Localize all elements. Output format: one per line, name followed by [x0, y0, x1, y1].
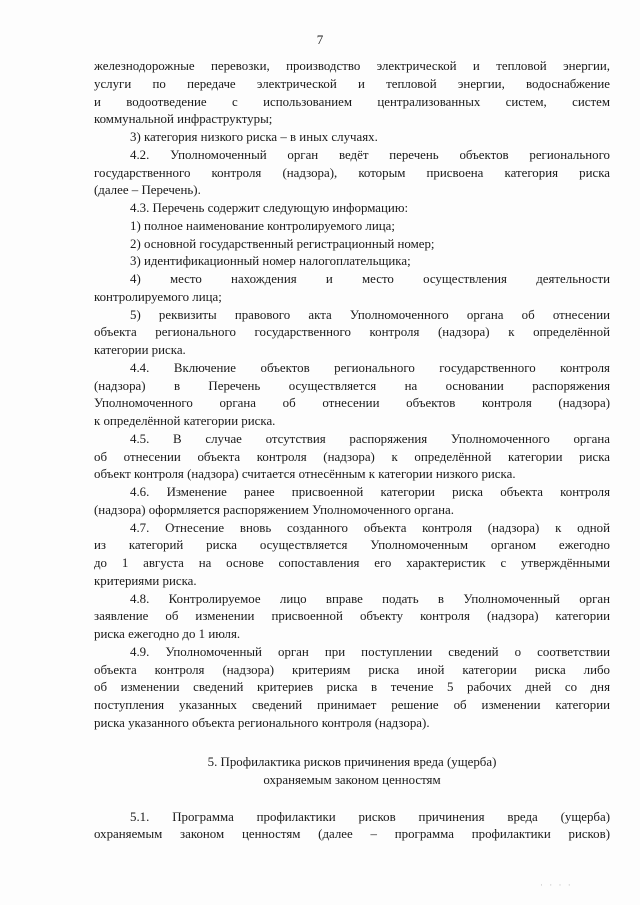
text-line: объекта регионального государственного контроля (надзора) к определённой: [94, 325, 610, 340]
paragraph-list: [94, 58, 610, 733]
text-line: 1) полное наименование контролируемого лица;: [130, 218, 395, 233]
text-line: объект контроля (надзора) считается отнесённым к категории низкого риска.: [94, 467, 516, 482]
text-line: 4.5. В случае отсутствия распоряжения Уполномоченного органа: [130, 431, 610, 446]
text-line: поступления указанных сведений принимает решение об изменении категории: [94, 698, 610, 712]
text-line: из категорий риска осуществляется Уполномоченным органом ежегодно: [94, 538, 610, 553]
text-line: и водоотведение с использованием централизованных систем, систем: [94, 94, 610, 109]
section-heading-line-1: 5. Профилактика рисков причинения вреда (ущерба): [207, 754, 497, 769]
text-line: Уполномоченного органа об отнесении объектов контроля (надзора): [94, 396, 610, 411]
text-line: 4.8. Контролируемое лицо вправе подать в Уполномоченный орган: [130, 591, 610, 606]
text-line: (далее – Перечень).: [94, 183, 201, 198]
text-line: коммунальной инфраструктуры;: [94, 112, 273, 127]
document-body: [94, 58, 610, 844]
text-line: 4.7. Отнесение вновь созданного объекта контроля (надзора) к одной: [130, 520, 610, 535]
text-line: 5.1. Программа профилактики рисков причинения вреда (ущерба): [130, 809, 610, 824]
text-line: риска ежегодно до 1 июля.: [94, 627, 241, 641]
text-line: об отнесении объекта контроля (надзора) к определённой категории риска: [94, 449, 610, 464]
text-line: 4.2. Уполномоченный орган ведёт перечень объектов регионального: [130, 147, 610, 162]
text-line: категории риска.: [94, 343, 186, 357]
text-line: об изменении сведений критериев риска в течение 5 рабочих дней со дня: [94, 680, 610, 695]
text-line: 4) место нахождения и место осуществления деятельности: [130, 272, 610, 286]
text-line: государственного контроля (надзора), которым присвоена категория риска: [94, 165, 610, 180]
text-line: 4.4. Включение объектов регионального государственного контроля: [130, 360, 610, 375]
text-line: до 1 августа на основе сопоставления его характеристик с утверждёнными: [94, 556, 610, 570]
text-line: (надзора) в Перечень осуществляется на основании распоряжения: [94, 378, 610, 393]
text-line: к определённой категории риска.: [94, 414, 276, 428]
text-line: 4.3. Перечень содержит следующую информацию:: [130, 201, 409, 215]
text-line: 4.6. Изменение ранее присвоенной категории риска объекта контроля: [130, 485, 610, 499]
text-line: контролируемого лица;: [94, 289, 222, 304]
text-line: критериями риска.: [94, 573, 197, 588]
text-line: 3) категория низкого риска – в иных случаях.: [130, 130, 378, 144]
tail-paragraph-list: [94, 809, 610, 845]
text-line: 4.9. Уполномоченный орган при поступлении сведений о соответствии: [130, 644, 610, 659]
text-line: 2) основной государственный регистрационный номер;: [130, 236, 435, 251]
text-line: 3) идентификационный номер налогоплательщика;: [130, 254, 411, 269]
text-line: риска указанного объекта регионального контроля (надзора).: [94, 715, 430, 730]
text-line: заявление об изменении присвоенной объекту контроля (надзора) категории: [94, 609, 610, 624]
text-line: объекта контроля (надзора) критериям риска иной категории риска либо: [94, 662, 610, 677]
text-line: железнодорожные перевозки, производство электрической и тепловой энергии,: [94, 59, 610, 73]
text-line: охраняемым законом ценностям (далее – программа профилактики рисков): [94, 827, 610, 842]
section-heading: [94, 753, 610, 789]
text-line: услуги по передаче электрической и тепловой энергии, водоснабжение: [94, 76, 610, 91]
page-number: 7: [316, 32, 324, 47]
text-line: (надзора) оформляется распоряжением Уполномоченного органа.: [94, 502, 454, 517]
scan-artifact: · · · ·: [540, 880, 573, 890]
text-line: 5) реквизиты правового акта Уполномоченного органа об отнесении: [130, 307, 610, 322]
section-heading-line-2: охраняемым законом ценностям: [263, 772, 441, 787]
